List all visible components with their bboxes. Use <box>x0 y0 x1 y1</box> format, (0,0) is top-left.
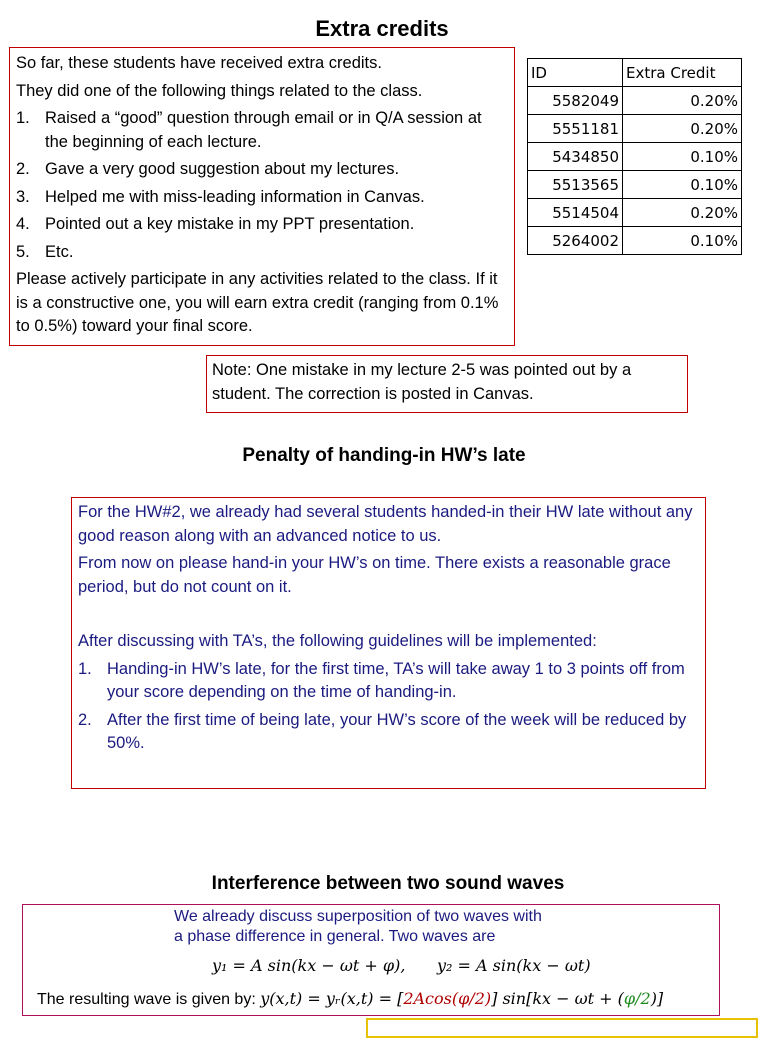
table-row: 5582049 0.20% <box>528 87 742 115</box>
penalty-paragraph-3: After discussing with TA’s, the following guidelines will be implemented: <box>78 632 597 650</box>
wave-equation-2: y₂ = A sin(kx − ωt) <box>437 956 591 975</box>
interference-box <box>22 904 720 1016</box>
amplitude-term: 2Acos(φ/2) <box>403 989 492 1008</box>
intro-line-1: So far, these students have received extra credits. <box>16 54 382 72</box>
list-item: 2. After the first time of being late, your HW’s score of the week will be reduced by 50%. <box>78 710 687 752</box>
list-item: 1. Handing-in HW’s late, for the first time, TA’s will take away 1 to 3 points off from your score depending on the time of handing-in. <box>78 659 685 701</box>
list-item: 1. Raised a “good” question through email or in Q/A session at the beginning of each lecture. <box>16 109 482 151</box>
extra-credits-box <box>9 47 515 346</box>
wave-equation-1: y₁ = A sin(kx − ωt + φ), <box>212 956 406 975</box>
note-box <box>206 355 688 413</box>
note-text: Note: One mistake in my lecture 2-5 was pointed out by a student. The correction is posted in Canvas. <box>212 361 632 403</box>
closing-paragraph: Please actively participate in any activities related to the class. If it is a constructive one, you will earn extra credit (ranging from 0.1% to 0.5%) toward your final score. <box>16 270 499 335</box>
interference-line-1: We already discuss superposition of two waves with <box>174 908 542 925</box>
penalty-title: Penalty of handing-in HW’s late <box>242 445 526 466</box>
penalty-box <box>71 497 706 789</box>
column-header-extra-credit: Extra Credit <box>623 59 742 87</box>
resulting-wave-label: The resulting wave is given by: <box>37 991 256 1008</box>
resulting-wave-equation: y(x,t) = yᵣ(x,t) = [2Acos(φ/2)] sin[kx − ωt + (φ/2)] <box>260 989 664 1008</box>
table-row: 5513565 0.10% <box>528 171 742 199</box>
list-item: 2. Gave a very good suggestion about my lectures. <box>16 160 400 178</box>
table-header-row <box>528 59 742 87</box>
interference-title: Interference between two sound waves <box>211 873 565 894</box>
extra-credit-list <box>16 107 508 264</box>
list-item: 3. Helped me with miss-leading information in Canvas. <box>16 187 425 206</box>
extra-credits-title: Extra credits <box>315 16 449 41</box>
extra-credit-table <box>527 58 742 255</box>
interference-line-2: a phase difference in general. Two waves are <box>174 928 496 945</box>
list-item: 5. Etc. <box>16 242 74 261</box>
highlight-box <box>366 1018 758 1038</box>
list-item: 4. Pointed out a key mistake in my PPT presentation. <box>16 215 415 233</box>
penalty-paragraph-1: For the HW#2, we already had several students handed-in their HW late without any good reason along with an advanced notice to us. <box>78 503 693 545</box>
table-row: 5514504 0.20% <box>528 199 742 227</box>
table-row: 5434850 0.10% <box>528 143 742 171</box>
penalty-paragraph-2: From now on please hand-in your HW’s on time. There exists a reasonable grace period, but do not count on it. <box>78 554 671 596</box>
intro-line-2: They did one of the following things related to the class. <box>16 81 423 100</box>
resulting-wave-line <box>37 989 663 1009</box>
column-header-id: ID <box>528 59 623 87</box>
phase-term: φ/2 <box>623 989 651 1008</box>
table-row: 5551181 0.20% <box>528 115 742 143</box>
table-row: 5264002 0.10% <box>528 227 742 255</box>
penalty-guideline-list <box>78 658 699 756</box>
